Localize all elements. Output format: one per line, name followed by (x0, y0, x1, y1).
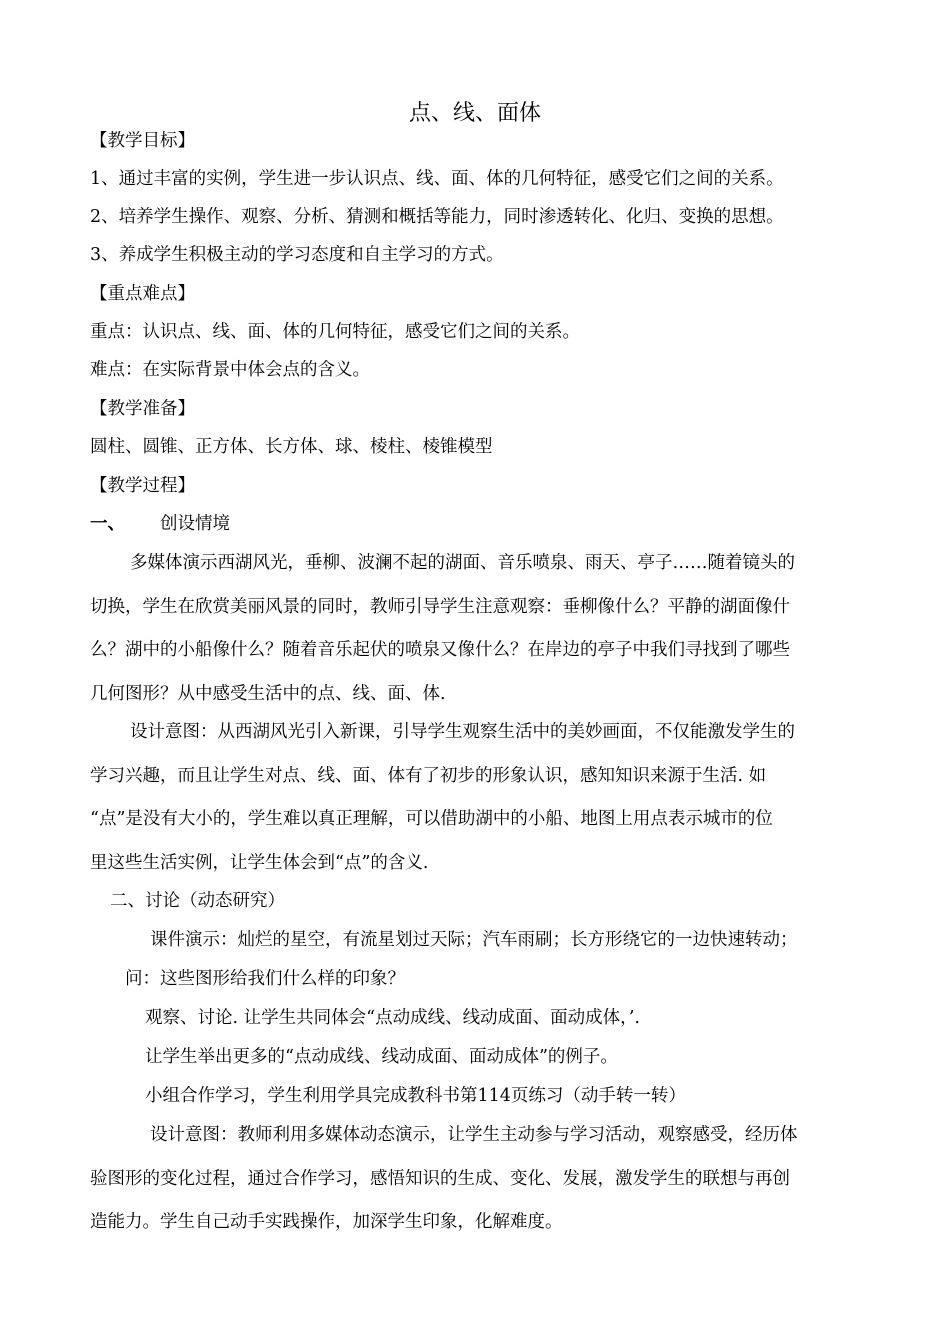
section-1-paragraph-1-line-3: 么？湖中的小船像什么？随着音乐起伏的喷泉又像什么？在岸边的亭子中我们寻找到了哪些 (90, 640, 790, 660)
section-2-line-2: 问：这些图形给我们什么样的印象？ (125, 969, 405, 989)
process-heading: 【教学过程】 (90, 476, 195, 496)
section-1-paragraph-2-line-3: “点”是没有大小的，学生难以真正理解，可以借助湖中的小船、地图上用点表示城市的位 (90, 809, 773, 829)
section-2-design-line-2: 验图形的变化过程，通过合作学习，感悟知识的生成、变化、发展，激发学生的联想与再创 (90, 1169, 790, 1189)
page-title: 点、线、面体 (408, 101, 541, 126)
section-1-paragraph-2-line-4: 里这些生活实例，让学生体会到“点”的含义. (90, 853, 429, 873)
section-1-paragraph-1-line-4: 几何图形？从中感受生活中的点、线、面、体. (90, 684, 446, 704)
key-point-focus: 重点：认识点、线、面、体的几何特征，感受它们之间的关系。 (90, 322, 580, 342)
section-2-line-3: 观察、讨论. 让学生共同体会“点动成线、线动成面、面动成体，’. (145, 1008, 640, 1028)
key-points-heading: 【重点难点】 (90, 284, 195, 304)
section-1-paragraph-2-line-2: 学习兴趣，而且让学生对点、线、面、体有了初步的形象认识，感知知识来源于生活. 如 (90, 766, 767, 786)
objective-item-2: 2、培养学生操作、观察、分析、猜测和概括等能力，同时渗透转化、化归、变换的思想。 (90, 207, 784, 227)
section-1-title: 创设情境 (160, 514, 230, 534)
section-2-line-5: 小组合作学习，学生利用学具完成教科书第114页练习（动手转一转） (145, 1086, 686, 1106)
section-2-line-1: 课件演示：灿烂的星空，有流星划过天际；汽车雨刷；长方形绕它的一边快速转动； (150, 930, 798, 950)
preparation-heading: 【教学准备】 (90, 399, 195, 419)
key-point-difficulty: 难点：在实际背景中体会点的含义。 (90, 360, 370, 380)
section-2-heading: 二、讨论（动态研究） (110, 891, 285, 911)
section-2-design-line-3: 造能力。学生自己动手实践操作，加深学生印象，化解难度。 (90, 1212, 563, 1232)
section-1-paragraph-1-line-1: 多媒体演示西湖风光，垂柳、波澜不起的湖面、音乐喷泉、雨天、亭子……随着镜头的 (130, 553, 795, 573)
objectives-heading: 【教学目标】 (90, 131, 195, 151)
section-1-number: 一、 (90, 514, 125, 534)
section-1-paragraph-1-line-2: 切换，学生在欣赏美丽风景的同时，教师引导学生注意观察：垂柳像什么？平静的湖面像什 (90, 597, 790, 617)
objective-item-3: 3、养成学生积极主动的学习态度和自主学习的方式。 (90, 245, 504, 265)
objective-item-1: 1、通过丰富的实例，学生进一步认识点、线、面、体的几何特征，感受它们之间的关系。 (90, 169, 784, 189)
section-2-design-line-1: 设计意图：教师利用多媒体动态演示，让学生主动参与学习活动，观察感受，经历体 (150, 1125, 798, 1145)
section-2-line-4: 让学生举出更多的“点动成线、线动成面、面动成体”的例子。 (145, 1047, 618, 1067)
preparation-text: 圆柱、圆锥、正方体、长方体、球、棱柱、棱锥模型 (90, 437, 493, 457)
section-1-paragraph-2-line-1: 设计意图：从西湖风光引入新课，引导学生观察生活中的美妙画面，不仅能激发学生的 (130, 722, 795, 742)
